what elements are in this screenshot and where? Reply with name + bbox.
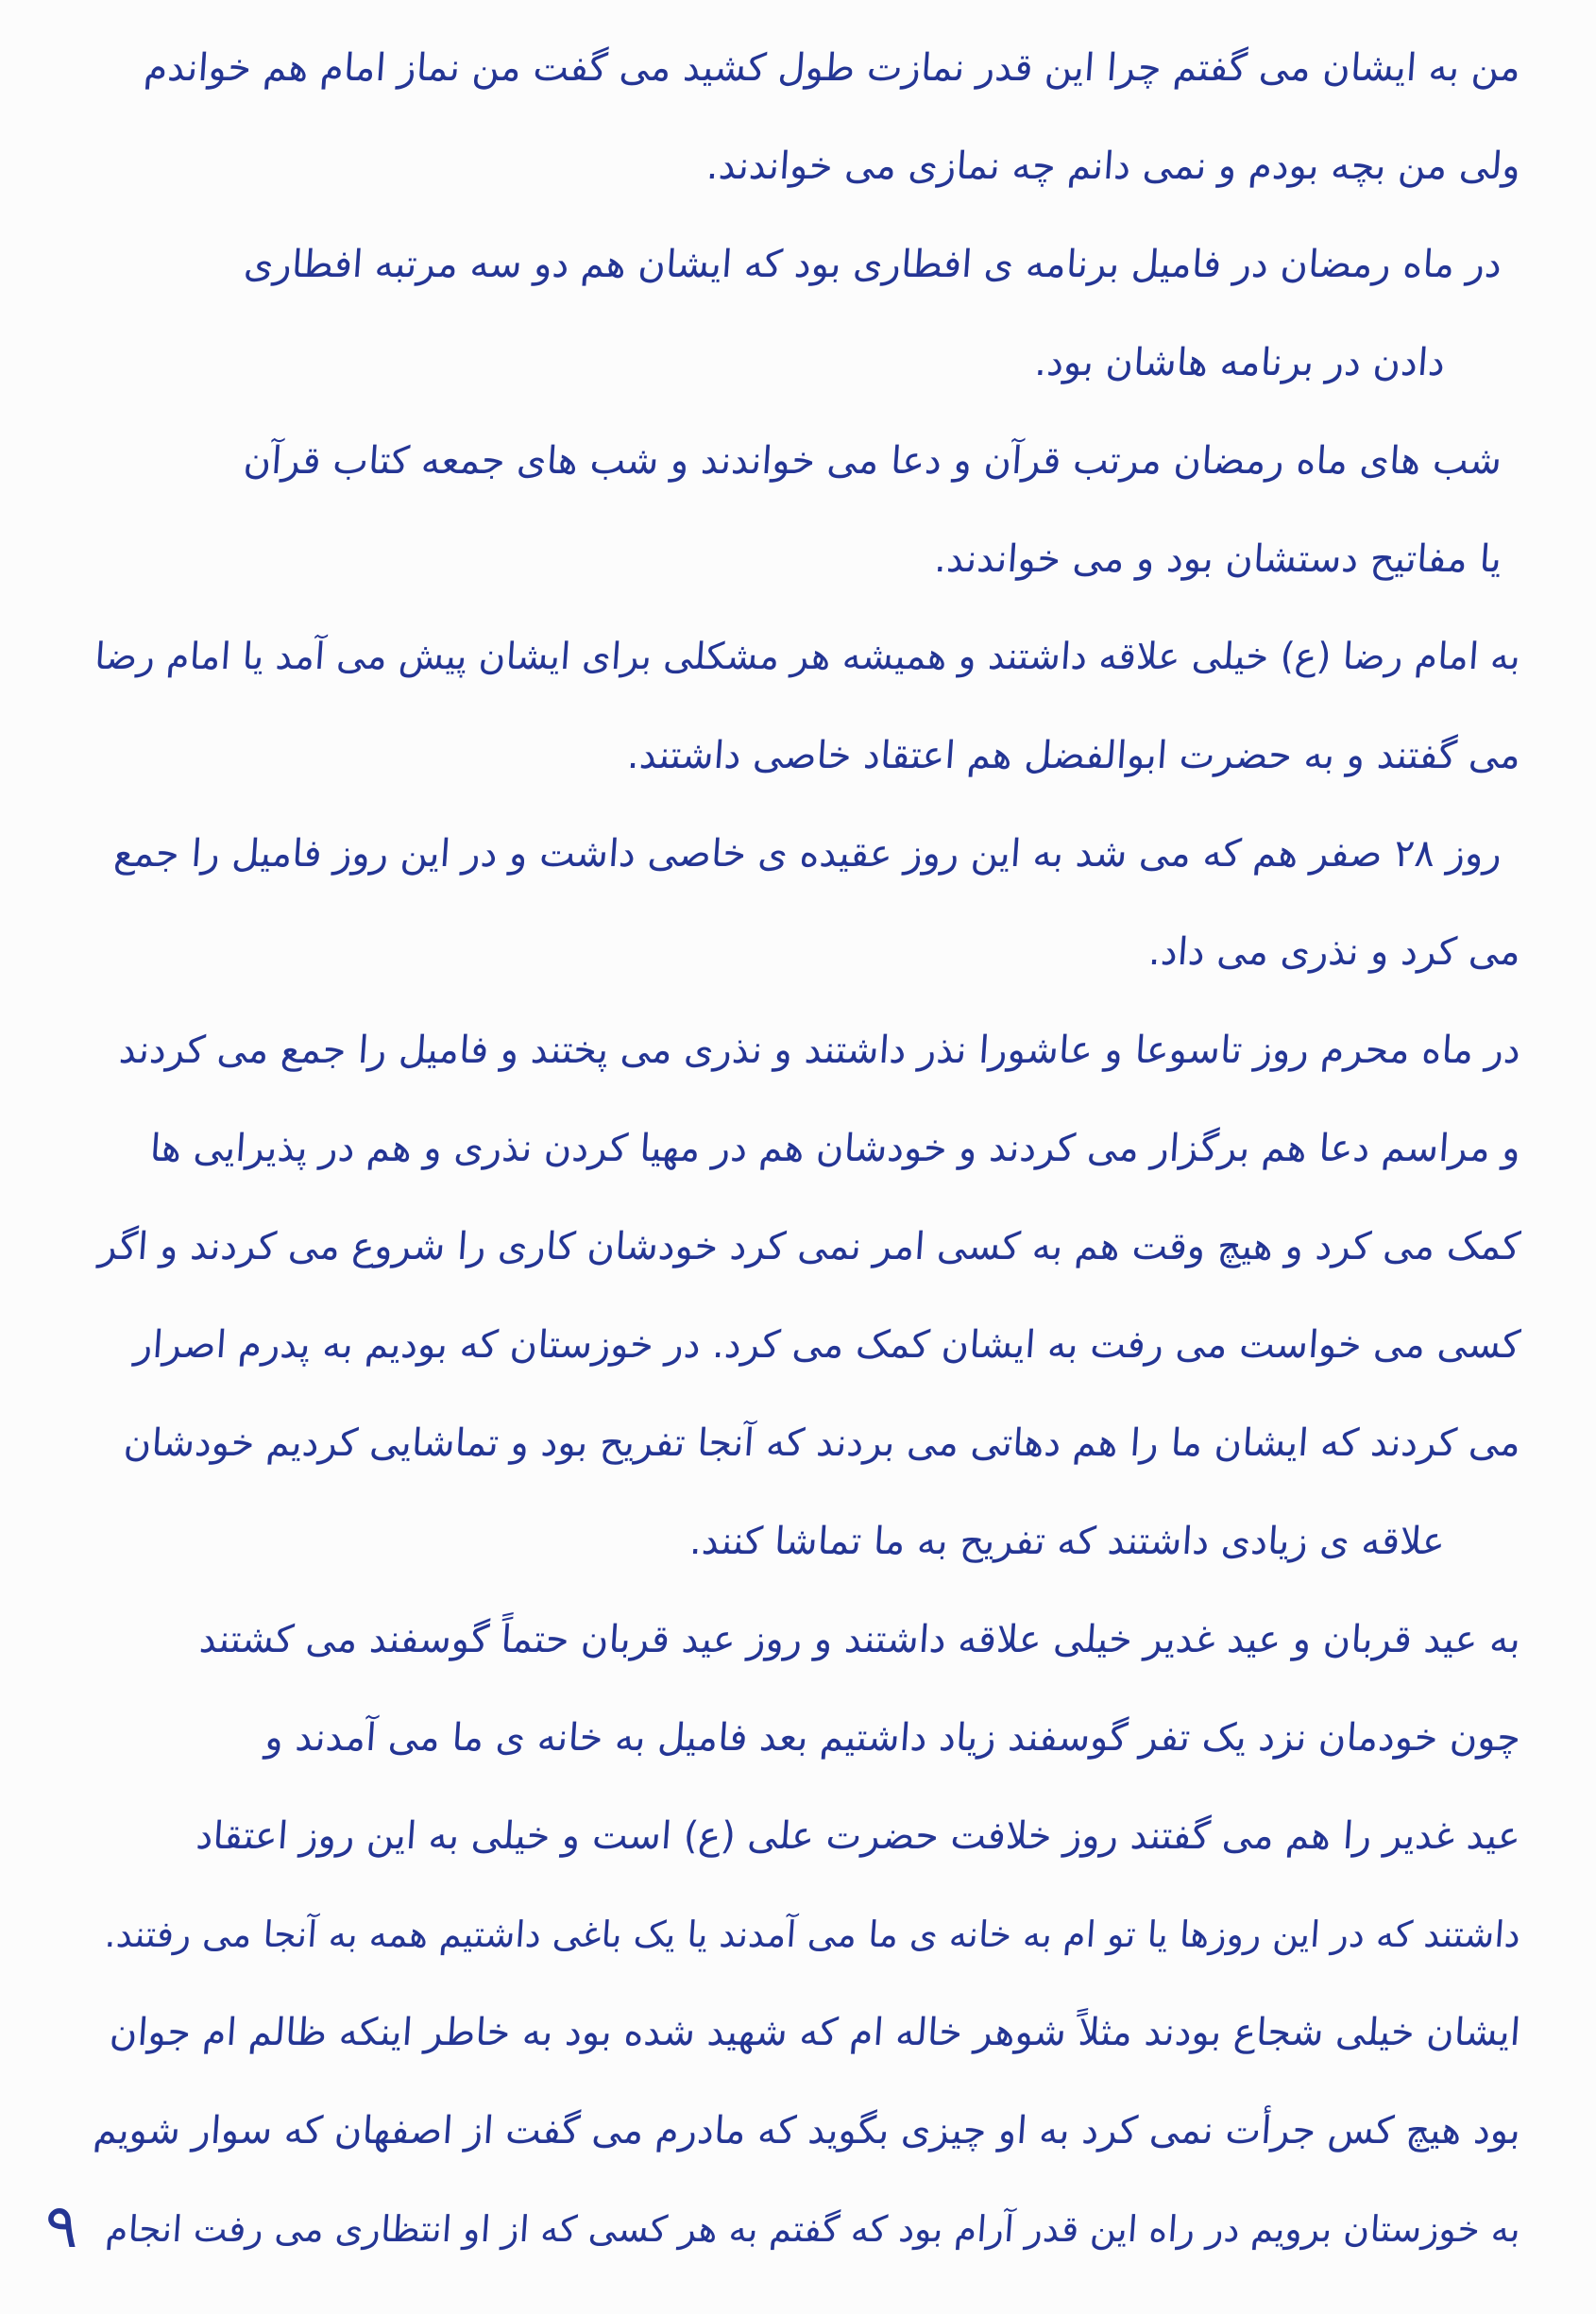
- page-number: ۹: [45, 2192, 78, 2262]
- text-line: می کردند که ایشان ما را هم دهاتی می بردند که آنجا تفریح بود و تماشایی کردیم خودشان: [122, 1421, 1522, 1465]
- text-line: داشتند که در این روزها یا تو ام به خانه ی ما می آمدند یا یک باغی داشتیم همه به آنجا می رفتند.: [103, 1914, 1522, 1955]
- handwritten-text-body: [85, 19, 1520, 2278]
- text-line: به خوزستان برویم در راه این قدر آرام بود که گفتم به هر کسی که از او انتظاری می رفت انجام: [104, 2208, 1522, 2250]
- text-line: در ماه محرم روز تاسوعا و عاشورا نذر داشتند و نذری می پختند و فامیل را جمع می کردند: [117, 1029, 1522, 1072]
- text-line: یا مفاتیح دستشان بود و می خواندند.: [933, 537, 1503, 581]
- text-line: می گفتند و به حضرت ابوالفضل هم اعتقاد خاصی داشتند.: [625, 734, 1522, 777]
- text-line: و مراسم دعا هم برگزار می کردند و خودشان هم در مهیا کردن نذری و هم در پذیرایی ها: [148, 1127, 1522, 1170]
- text-line: چون خودمان نزد یک تفر گوسفند زیاد داشتیم بعد فامیل به خانه ی ما می آمدند و: [263, 1716, 1522, 1760]
- text-line: عید غدیر را هم می گفتند روز خلافت حضرت علی (ع) است و خیلی به این روز اعتقاد: [195, 1814, 1522, 1858]
- text-line: می کرد و نذری می داد.: [1146, 930, 1522, 974]
- text-line: دادن در برنامه هاشان بود.: [1033, 341, 1447, 384]
- text-line: علاقه ی زیادی داشتند که تفریح به ما تماشا کنند.: [688, 1520, 1447, 1563]
- text-line: روز ۲۸ صفر هم که می شد به این روز عقیده ی خاصی داشت و در این روز فامیل را جمع: [112, 832, 1503, 876]
- text-line: به امام رضا (ع) خیلی علاقه داشتند و همیشه هر مشکلی برای ایشان پیش می آمد یا امام رضا: [93, 636, 1522, 678]
- text-line: ایشان خیلی شجاع بودند مثلاً شوهر خاله ام که شهید شده بود به خاطر اینکه ظالم ام جوان: [108, 2011, 1522, 2054]
- text-line: در ماه رمضان در فامیل برنامه ی افطاری بود که ایشان هم دو سه مرتبه افطاری: [242, 243, 1503, 286]
- text-line: شب های ماه رمضان مرتب قرآن و دعا می خواندند و شب های جمعه کتاب قرآن: [242, 439, 1503, 483]
- text-line: بود هیچ کس جرأت نمی کرد به او چیزی بگوید که مادرم می گفت از اصفهان که سوار شویم: [92, 2109, 1522, 2152]
- text-line: من به ایشان می گفتم چرا این قدر نمازت طول کشید می گفت من نماز امام هم خواندم: [143, 46, 1522, 90]
- text-line: به عید قربان و عید غدیر خیلی علاقه داشتند و روز عید قربان حتماً گوسفند می کشتند: [197, 1618, 1522, 1661]
- text-line: ولی من بچه بودم و نمی دانم چه نمازی می خواندند.: [705, 145, 1522, 188]
- text-line: کمک می کرد و هیچ وقت هم به کسی امر نمی کرد خودشان کاری را شروع می کردند و اگر: [96, 1225, 1522, 1268]
- text-line: کسی می خواست می رفت به ایشان کمک می کرد. در خوزستان که بودیم به پدرم اصرار: [132, 1323, 1522, 1367]
